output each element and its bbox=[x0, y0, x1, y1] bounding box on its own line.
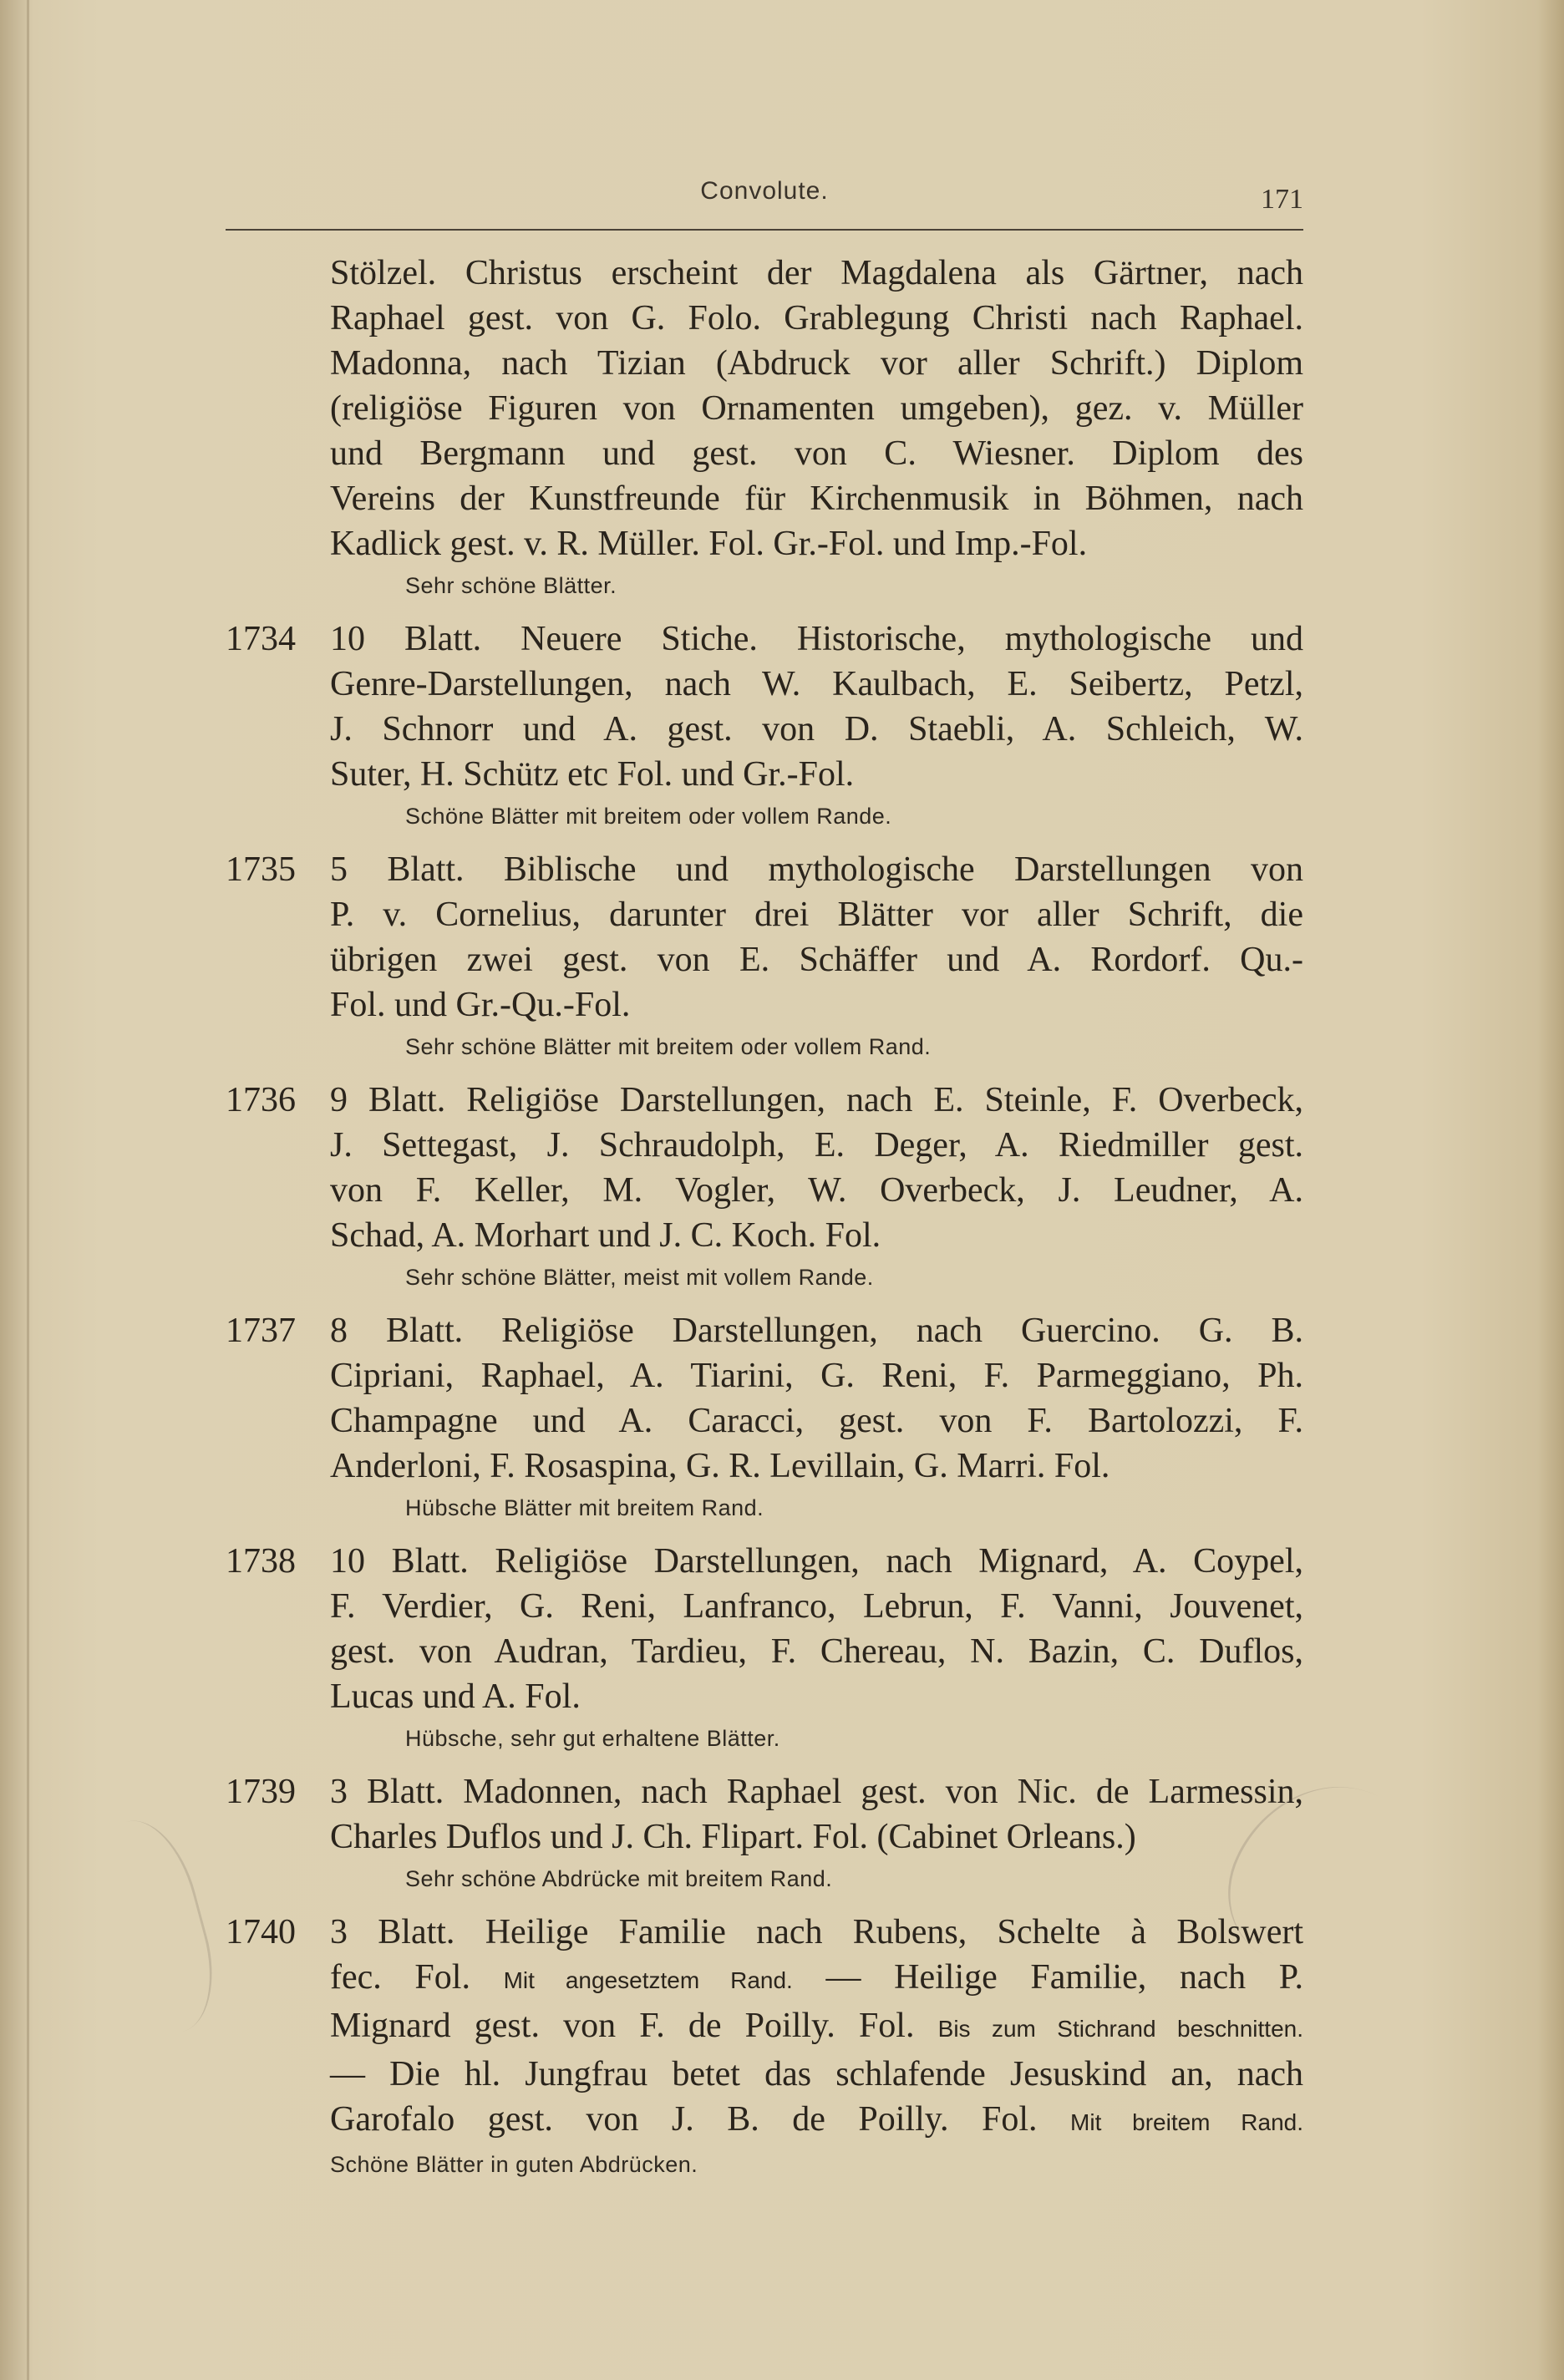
entry-note: Hübsche Blätter mit breitem Rand. bbox=[405, 1495, 764, 1520]
entry-line: 3 Blatt. Madonnen, nach Raphael gest. von Nic. de Larmessin, bbox=[330, 1773, 1303, 1811]
entry-line: (religiöse Figuren von Ornamenten umgeben), gez. v. Müller bbox=[330, 389, 1303, 428]
entry-line: Anderloni, F. Rosaspina, G. R. Levillain, G. Marri. Fol. bbox=[330, 1447, 1110, 1485]
catalog-entry bbox=[226, 1539, 1303, 1719]
entry-note-row bbox=[226, 1028, 1303, 1066]
entry-note-row bbox=[226, 797, 1303, 835]
lot-number bbox=[226, 251, 330, 566]
entries-list bbox=[226, 251, 1303, 1898]
page-number: 171 bbox=[1261, 184, 1303, 215]
lot-spacer bbox=[226, 1719, 330, 1758]
catalog-entry bbox=[226, 617, 1303, 797]
lot-number: 1740 bbox=[226, 1913, 296, 1951]
entry-note: Sehr schöne Blätter mit breitem oder vollem Rand. bbox=[405, 1034, 932, 1059]
entry-text bbox=[330, 617, 1303, 797]
lot-spacer bbox=[226, 1489, 330, 1527]
catalog-entry bbox=[226, 1769, 1303, 1860]
entry-note: Sehr schöne Blätter, meist mit vollem Rande. bbox=[405, 1265, 874, 1290]
lot-number: 1734 bbox=[226, 620, 296, 658]
entry-line-part: Mignard gest. von F. de Poilly. Fol. bbox=[330, 2007, 915, 2045]
entry-line: Fol. und Gr.-Qu.-Fol. bbox=[330, 986, 631, 1024]
entry-line: Raphael gest. von G. Folo. Grablegung Christi nach Raphael. bbox=[330, 299, 1303, 337]
entry-text bbox=[330, 1308, 1303, 1489]
entry-note: Schöne Blätter mit breitem oder vollem Rande. bbox=[405, 804, 892, 829]
entry-line bbox=[330, 2097, 1303, 2145]
entry-line: Schad, A. Morhart und J. C. Koch. Fol. bbox=[330, 1216, 881, 1255]
entry-line-part: — Heilige Familie, nach P. bbox=[825, 1958, 1304, 1997]
entry-line-part: fec. Fol. bbox=[330, 1958, 470, 1997]
entry-line: Charles Duflos und J. Ch. Flipart. Fol. (Cabinet Orleans.) bbox=[330, 1818, 1136, 1856]
entry-text bbox=[330, 1539, 1303, 1719]
catalog-entry bbox=[226, 847, 1303, 1028]
catalog-body bbox=[226, 251, 1303, 2195]
lot-number: 1736 bbox=[226, 1081, 296, 1119]
entry-note-row bbox=[226, 1719, 1303, 1758]
entry-note: Schöne Blätter in guten Abdrücken. bbox=[330, 2152, 698, 2177]
entry-note-row bbox=[226, 566, 1303, 605]
entry-line: Madonna, nach Tizian (Abdruck vor aller Schrift.) Diplom bbox=[330, 344, 1303, 383]
binding-edge bbox=[27, 0, 29, 2380]
lot-spacer bbox=[226, 1860, 330, 1898]
running-title: Convolute. bbox=[700, 177, 829, 205]
lot-spacer bbox=[226, 1028, 330, 1066]
page-header bbox=[226, 177, 1303, 227]
pencil-mark bbox=[58, 1809, 229, 2050]
condition-remark: Bis zum Stichrand beschnitten. bbox=[937, 2016, 1303, 2042]
lot-number: 1735 bbox=[226, 850, 296, 889]
entry-line-part: Garofalo gest. von J. B. de Poilly. Fol. bbox=[330, 2100, 1038, 2139]
entry-line: gest. von Audran, Tardieu, F. Chereau, N. Bazin, C. Duflos, bbox=[330, 1632, 1303, 1671]
lot-spacer bbox=[226, 1258, 330, 1297]
entry-text bbox=[330, 1769, 1303, 1860]
entry-line: von F. Keller, M. Vogler, W. Overbeck, J. Leudner, A. bbox=[330, 1171, 1303, 1210]
entry-note: Sehr schöne Blätter. bbox=[405, 573, 617, 598]
entry-line: J. Settegast, J. Schraudolph, E. Deger, A. Riedmiller gest. bbox=[330, 1126, 1303, 1165]
entry-note: Sehr schöne Abdrücke mit breitem Rand. bbox=[405, 1866, 833, 1891]
lot-number: 1738 bbox=[226, 1542, 296, 1581]
entry-line: 10 Blatt. Religiöse Darstellungen, nach Mignard, A. Coypel, bbox=[330, 1542, 1303, 1581]
entry-line: P. v. Cornelius, darunter drei Blätter vor aller Schrift, die bbox=[330, 896, 1303, 934]
entry-line: Cipriani, Raphael, A. Tiarini, G. Reni, F. Parmeggiano, Ph. bbox=[330, 1357, 1303, 1395]
header-rule bbox=[226, 229, 1303, 231]
entry-line: Kadlick gest. v. R. Müller. Fol. Gr.-Fol. und Imp.-Fol. bbox=[330, 525, 1088, 563]
entry-line: J. Schnorr und A. gest. von D. Staebli, A. Schleich, W. bbox=[330, 710, 1303, 749]
entry-note-row bbox=[226, 1489, 1303, 1527]
entry-note-row bbox=[226, 1258, 1303, 1297]
entry-line: 3 Blatt. Heilige Familie nach Rubens, Schelte à Bolswert bbox=[330, 1913, 1303, 1951]
entry-note-row bbox=[226, 1860, 1303, 1898]
entry-line: 8 Blatt. Religiöse Darstellungen, nach Guercino. G. B. bbox=[330, 1312, 1303, 1350]
lot-spacer bbox=[226, 566, 330, 605]
entry-line bbox=[330, 1955, 1303, 2003]
lot-number: 1739 bbox=[226, 1773, 296, 1811]
entry-line: 9 Blatt. Religiöse Darstellungen, nach E. Steinle, F. Overbeck, bbox=[330, 1081, 1303, 1119]
entry-line: — Die hl. Jungfrau betet das schlafende Jesuskind an, nach bbox=[330, 2055, 1303, 2093]
condition-remark: Mit breitem Rand. bbox=[1070, 2109, 1304, 2135]
entry-line: Champagne und A. Caracci, gest. von F. Bartolozzi, F. bbox=[330, 1402, 1303, 1440]
entry-note: Hübsche, sehr gut erhaltene Blätter. bbox=[405, 1726, 780, 1751]
entry-line: 5 Blatt. Biblische und mythologische Darstellungen von bbox=[330, 850, 1303, 889]
entry-line: Lucas und A. Fol. bbox=[330, 1677, 581, 1716]
lot-spacer bbox=[226, 797, 330, 835]
entry-line: Stölzel. Christus erscheint der Magdalena als Gärtner, nach bbox=[330, 254, 1303, 292]
entry-text bbox=[330, 1910, 1303, 2184]
entry-line: Suter, H. Schütz etc Fol. und Gr.-Fol. bbox=[330, 755, 855, 794]
entry-line: Genre-Darstellungen, nach W. Kaulbach, E. Seibertz, Petzl, bbox=[330, 665, 1303, 703]
entry-line: F. Verdier, G. Reni, Lanfranco, Lebrun, F. Vanni, Jouvenet, bbox=[330, 1587, 1303, 1626]
entry-line: 10 Blatt. Neuere Stiche. Historische, mythologische und bbox=[330, 620, 1303, 658]
entry-line bbox=[330, 2003, 1303, 2052]
condition-remark: Mit angesetztem Rand. bbox=[503, 1967, 793, 1993]
catalog-entry-1740 bbox=[226, 1910, 1303, 2184]
entry-line: Vereins der Kunstfreunde für Kirchenmusik in Böhmen, nach bbox=[330, 480, 1303, 518]
catalog-entry bbox=[226, 1078, 1303, 1258]
catalog-entry bbox=[226, 1308, 1303, 1489]
entry-line: übrigen zwei gest. von E. Schäffer und A. Rordorf. Qu.- bbox=[330, 941, 1303, 979]
lot-number: 1737 bbox=[226, 1312, 296, 1350]
catalog-entry bbox=[226, 251, 1303, 566]
entry-text bbox=[330, 251, 1303, 566]
entry-text bbox=[330, 847, 1303, 1028]
entry-line: und Bergmann und gest. von C. Wiesner. Diplom des bbox=[330, 434, 1303, 473]
entry-text bbox=[330, 1078, 1303, 1258]
